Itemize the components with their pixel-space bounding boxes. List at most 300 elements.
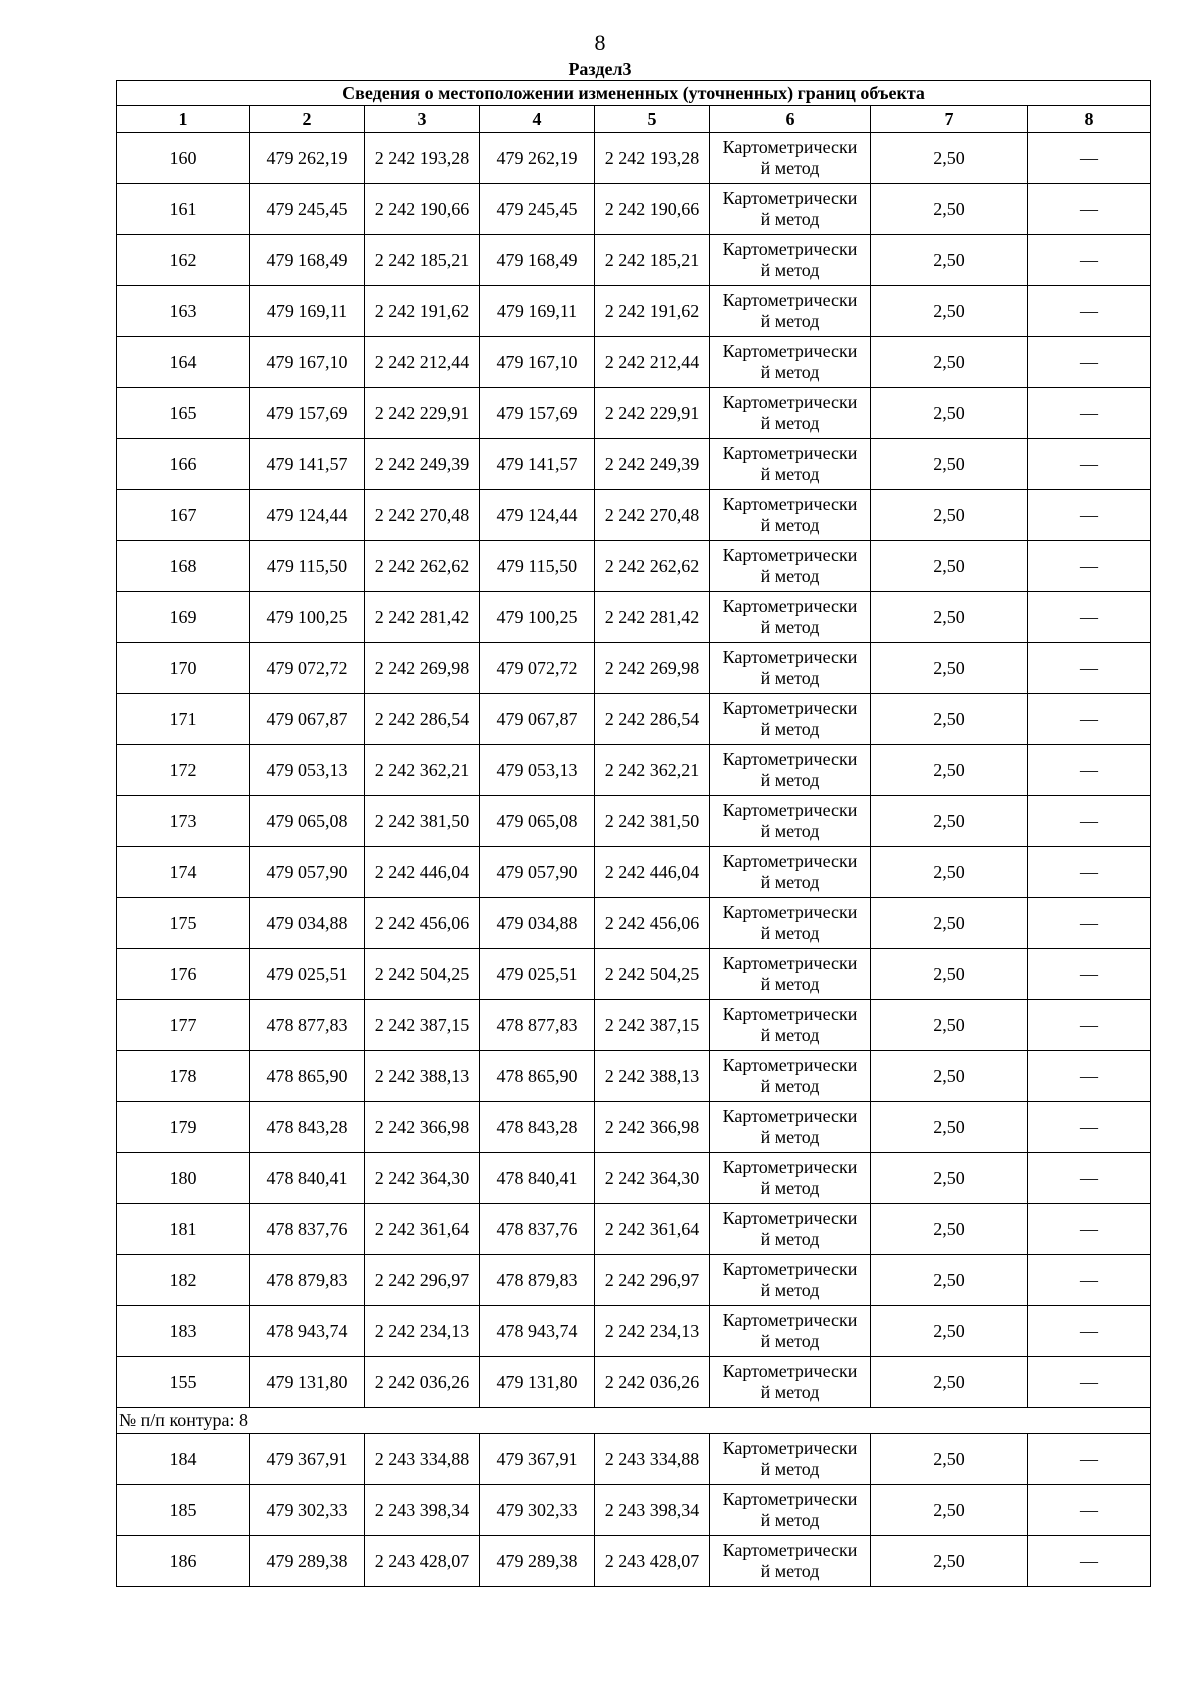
y-coordinate-new-cell: 2 242 446,04 <box>595 847 710 898</box>
table-row <box>117 694 1151 745</box>
x-coordinate-new-cell: 479 072,72 <box>480 643 595 694</box>
table-row <box>117 133 1151 184</box>
point-number-cell: 155 <box>117 1357 250 1408</box>
point-number-cell: 181 <box>117 1204 250 1255</box>
point-number-cell: 162 <box>117 235 250 286</box>
point-number-cell: 171 <box>117 694 250 745</box>
method-cell <box>710 592 871 643</box>
y-coordinate-new-cell: 2 242 281,42 <box>595 592 710 643</box>
method-line-2: й метод <box>760 1229 820 1249</box>
precision-cell: 2,50 <box>871 745 1028 796</box>
y-coordinate-cell: 2 242 234,13 <box>365 1306 480 1357</box>
table-row <box>117 541 1151 592</box>
point-number-cell: 164 <box>117 337 250 388</box>
table-row <box>117 439 1151 490</box>
precision-cell: 2,50 <box>871 847 1028 898</box>
method-line-2: й метод <box>760 515 820 535</box>
x-coordinate-cell: 479 157,69 <box>250 388 365 439</box>
method-line-1: Картометрически <box>722 239 858 259</box>
x-coordinate-new-cell: 478 943,74 <box>480 1306 595 1357</box>
table-row <box>117 643 1151 694</box>
method-cell <box>710 745 871 796</box>
x-coordinate-cell: 479 034,88 <box>250 898 365 949</box>
table-row <box>117 1102 1151 1153</box>
method-line-2: й метод <box>760 770 820 790</box>
y-coordinate-new-cell: 2 242 234,13 <box>595 1306 710 1357</box>
x-coordinate-new-cell: 479 289,38 <box>480 1536 595 1587</box>
method-line-1: Картометрически <box>722 1438 858 1458</box>
table-row <box>117 1485 1151 1536</box>
method-cell <box>710 184 871 235</box>
x-coordinate-cell: 479 168,49 <box>250 235 365 286</box>
x-coordinate-cell: 479 067,87 <box>250 694 365 745</box>
x-coordinate-cell: 479 302,33 <box>250 1485 365 1536</box>
point-number-cell: 184 <box>117 1434 250 1485</box>
method-line-1: Картометрически <box>722 1540 858 1560</box>
method-line-1: Картометрически <box>722 1361 858 1381</box>
y-coordinate-new-cell: 2 242 504,25 <box>595 949 710 1000</box>
method-line-2: й метод <box>760 668 820 688</box>
description-cell: — <box>1028 541 1151 592</box>
method-line-1: Картометрически <box>722 800 858 820</box>
x-coordinate-new-cell: 479 067,87 <box>480 694 595 745</box>
method-cell <box>710 439 871 490</box>
method-line-2: й метод <box>760 1561 820 1581</box>
description-cell: — <box>1028 847 1151 898</box>
method-cell <box>710 898 871 949</box>
point-number-cell: 167 <box>117 490 250 541</box>
x-coordinate-new-cell: 478 877,83 <box>480 1000 595 1051</box>
description-cell: — <box>1028 796 1151 847</box>
method-line-1: Картометрически <box>722 1055 858 1075</box>
point-number-cell: 185 <box>117 1485 250 1536</box>
method-line-2: й метод <box>760 1025 820 1045</box>
table-row <box>117 1153 1151 1204</box>
method-cell <box>710 541 871 592</box>
precision-cell: 2,50 <box>871 1536 1028 1587</box>
method-cell <box>710 643 871 694</box>
table-row <box>117 1306 1151 1357</box>
table-row <box>117 286 1151 337</box>
y-coordinate-new-cell: 2 242 270,48 <box>595 490 710 541</box>
x-coordinate-cell: 479 262,19 <box>250 133 365 184</box>
y-coordinate-cell: 2 242 269,98 <box>365 643 480 694</box>
x-coordinate-cell: 478 879,83 <box>250 1255 365 1306</box>
x-coordinate-new-cell: 479 065,08 <box>480 796 595 847</box>
precision-cell: 2,50 <box>871 1255 1028 1306</box>
table-row <box>117 1434 1151 1485</box>
table-row <box>117 949 1151 1000</box>
method-cell <box>710 1153 871 1204</box>
x-coordinate-cell: 479 065,08 <box>250 796 365 847</box>
y-coordinate-new-cell: 2 242 229,91 <box>595 388 710 439</box>
x-coordinate-cell: 479 124,44 <box>250 490 365 541</box>
x-coordinate-cell: 479 167,10 <box>250 337 365 388</box>
x-coordinate-new-cell: 478 840,41 <box>480 1153 595 1204</box>
method-cell <box>710 337 871 388</box>
method-line-2: й метод <box>760 1382 820 1402</box>
method-line-1: Картометрически <box>722 851 858 871</box>
x-coordinate-new-cell: 478 879,83 <box>480 1255 595 1306</box>
method-line-1: Картометрически <box>722 1310 858 1330</box>
method-line-1: Картометрически <box>722 749 858 769</box>
x-coordinate-cell: 479 245,45 <box>250 184 365 235</box>
method-cell <box>710 796 871 847</box>
description-cell: — <box>1028 949 1151 1000</box>
y-coordinate-cell: 2 242 456,06 <box>365 898 480 949</box>
y-coordinate-cell: 2 242 366,98 <box>365 1102 480 1153</box>
method-cell <box>710 847 871 898</box>
method-cell <box>710 694 871 745</box>
point-number-cell: 169 <box>117 592 250 643</box>
x-coordinate-cell: 478 843,28 <box>250 1102 365 1153</box>
x-coordinate-cell: 478 837,76 <box>250 1204 365 1255</box>
precision-cell: 2,50 <box>871 1051 1028 1102</box>
x-coordinate-new-cell: 479 168,49 <box>480 235 595 286</box>
table-row <box>117 592 1151 643</box>
y-coordinate-new-cell: 2 242 381,50 <box>595 796 710 847</box>
point-number-cell: 161 <box>117 184 250 235</box>
y-coordinate-cell: 2 243 428,07 <box>365 1536 480 1587</box>
precision-cell: 2,50 <box>871 184 1028 235</box>
method-cell <box>710 1255 871 1306</box>
contour-label: № п/п контура: 8 <box>117 1408 1151 1434</box>
x-coordinate-cell: 479 131,80 <box>250 1357 365 1408</box>
method-line-1: Картометрически <box>722 596 858 616</box>
description-cell: — <box>1028 1000 1151 1051</box>
y-coordinate-new-cell: 2 242 269,98 <box>595 643 710 694</box>
y-coordinate-new-cell: 2 242 456,06 <box>595 898 710 949</box>
method-line-2: й метод <box>760 719 820 739</box>
point-number-cell: 175 <box>117 898 250 949</box>
precision-cell: 2,50 <box>871 235 1028 286</box>
x-coordinate-cell: 478 865,90 <box>250 1051 365 1102</box>
method-line-1: Картометрически <box>722 1208 858 1228</box>
y-coordinate-cell: 2 242 388,13 <box>365 1051 480 1102</box>
description-cell: — <box>1028 1051 1151 1102</box>
x-coordinate-new-cell: 479 057,90 <box>480 847 595 898</box>
method-line-2: й метод <box>760 413 820 433</box>
method-cell <box>710 1051 871 1102</box>
y-coordinate-new-cell: 2 242 387,15 <box>595 1000 710 1051</box>
y-coordinate-new-cell: 2 242 362,21 <box>595 745 710 796</box>
description-cell: — <box>1028 1204 1151 1255</box>
method-cell <box>710 949 871 1000</box>
x-coordinate-new-cell: 479 025,51 <box>480 949 595 1000</box>
description-cell: — <box>1028 286 1151 337</box>
table-row <box>117 745 1151 796</box>
method-line-2: й метод <box>760 974 820 994</box>
point-number-cell: 163 <box>117 286 250 337</box>
method-line-1: Картометрически <box>722 494 858 514</box>
method-cell <box>710 286 871 337</box>
x-coordinate-new-cell: 479 115,50 <box>480 541 595 592</box>
method-line-2: й метод <box>760 1331 820 1351</box>
precision-cell: 2,50 <box>871 133 1028 184</box>
description-cell: — <box>1028 439 1151 490</box>
y-coordinate-cell: 2 242 381,50 <box>365 796 480 847</box>
method-cell <box>710 133 871 184</box>
description-cell: — <box>1028 745 1151 796</box>
method-line-2: й метод <box>760 362 820 382</box>
x-coordinate-new-cell: 479 302,33 <box>480 1485 595 1536</box>
y-coordinate-cell: 2 242 446,04 <box>365 847 480 898</box>
column-number: 5 <box>595 106 710 133</box>
description-cell: — <box>1028 1102 1151 1153</box>
y-coordinate-new-cell: 2 242 262,62 <box>595 541 710 592</box>
y-coordinate-new-cell: 2 242 296,97 <box>595 1255 710 1306</box>
y-coordinate-cell: 2 242 361,64 <box>365 1204 480 1255</box>
description-cell: — <box>1028 1357 1151 1408</box>
description-cell: — <box>1028 388 1151 439</box>
method-line-2: й метод <box>760 1459 820 1479</box>
method-line-2: й метод <box>760 1076 820 1096</box>
y-coordinate-new-cell: 2 243 428,07 <box>595 1536 710 1587</box>
precision-cell: 2,50 <box>871 1485 1028 1536</box>
y-coordinate-cell: 2 242 036,26 <box>365 1357 480 1408</box>
method-line-1: Картометрически <box>722 137 858 157</box>
description-cell: — <box>1028 133 1151 184</box>
point-number-cell: 160 <box>117 133 250 184</box>
y-coordinate-new-cell: 2 242 361,64 <box>595 1204 710 1255</box>
table-row <box>117 1204 1151 1255</box>
precision-cell: 2,50 <box>871 1000 1028 1051</box>
x-coordinate-new-cell: 478 843,28 <box>480 1102 595 1153</box>
table-row <box>117 796 1151 847</box>
x-coordinate-new-cell: 479 034,88 <box>480 898 595 949</box>
column-number: 7 <box>871 106 1028 133</box>
x-coordinate-cell: 479 100,25 <box>250 592 365 643</box>
y-coordinate-cell: 2 242 185,21 <box>365 235 480 286</box>
x-coordinate-new-cell: 479 245,45 <box>480 184 595 235</box>
x-coordinate-cell: 479 025,51 <box>250 949 365 1000</box>
precision-cell: 2,50 <box>871 1357 1028 1408</box>
point-number-cell: 186 <box>117 1536 250 1587</box>
point-number-cell: 168 <box>117 541 250 592</box>
table-row <box>117 490 1151 541</box>
method-line-2: й метод <box>760 1280 820 1300</box>
description-cell: — <box>1028 1485 1151 1536</box>
x-coordinate-cell: 479 115,50 <box>250 541 365 592</box>
description-cell: — <box>1028 1306 1151 1357</box>
y-coordinate-cell: 2 243 334,88 <box>365 1434 480 1485</box>
y-coordinate-new-cell: 2 242 249,39 <box>595 439 710 490</box>
table-row <box>117 1536 1151 1587</box>
description-cell: — <box>1028 592 1151 643</box>
y-coordinate-new-cell: 2 242 193,28 <box>595 133 710 184</box>
description-cell: — <box>1028 898 1151 949</box>
precision-cell: 2,50 <box>871 1434 1028 1485</box>
column-number: 6 <box>710 106 871 133</box>
y-coordinate-new-cell: 2 243 334,88 <box>595 1434 710 1485</box>
method-line-1: Картометрически <box>722 1489 858 1509</box>
y-coordinate-new-cell: 2 243 398,34 <box>595 1485 710 1536</box>
method-line-2: й метод <box>760 617 820 637</box>
method-line-2: й метод <box>760 821 820 841</box>
description-cell: — <box>1028 694 1151 745</box>
table-row <box>117 235 1151 286</box>
method-cell <box>710 490 871 541</box>
y-coordinate-new-cell: 2 242 388,13 <box>595 1051 710 1102</box>
point-number-cell: 165 <box>117 388 250 439</box>
method-line-1: Картометрически <box>722 545 858 565</box>
precision-cell: 2,50 <box>871 490 1028 541</box>
column-number: 2 <box>250 106 365 133</box>
method-cell <box>710 388 871 439</box>
y-coordinate-cell: 2 242 364,30 <box>365 1153 480 1204</box>
precision-cell: 2,50 <box>871 949 1028 1000</box>
table-row <box>117 184 1151 235</box>
x-coordinate-new-cell: 479 053,13 <box>480 745 595 796</box>
column-number: 8 <box>1028 106 1151 133</box>
method-line-1: Картометрически <box>722 647 858 667</box>
column-number: 1 <box>117 106 250 133</box>
precision-cell: 2,50 <box>871 1306 1028 1357</box>
x-coordinate-new-cell: 479 169,11 <box>480 286 595 337</box>
method-cell <box>710 235 871 286</box>
x-coordinate-cell: 478 877,83 <box>250 1000 365 1051</box>
section-title: Раздел3 <box>568 59 632 79</box>
point-number-cell: 180 <box>117 1153 250 1204</box>
y-coordinate-cell: 2 242 191,62 <box>365 286 480 337</box>
method-cell <box>710 1357 871 1408</box>
description-cell: — <box>1028 1255 1151 1306</box>
table-row <box>117 1255 1151 1306</box>
y-coordinate-cell: 2 242 296,97 <box>365 1255 480 1306</box>
method-line-2: й метод <box>760 311 820 331</box>
method-line-2: й метод <box>760 1127 820 1147</box>
point-number-cell: 173 <box>117 796 250 847</box>
y-coordinate-new-cell: 2 242 364,30 <box>595 1153 710 1204</box>
description-cell: — <box>1028 1434 1151 1485</box>
y-coordinate-cell: 2 242 362,21 <box>365 745 480 796</box>
precision-cell: 2,50 <box>871 1204 1028 1255</box>
x-coordinate-new-cell: 479 167,10 <box>480 337 595 388</box>
method-line-1: Картометрически <box>722 902 858 922</box>
point-number-cell: 178 <box>117 1051 250 1102</box>
point-number-cell: 177 <box>117 1000 250 1051</box>
method-line-2: й метод <box>760 260 820 280</box>
method-line-2: й метод <box>760 872 820 892</box>
precision-cell: 2,50 <box>871 796 1028 847</box>
x-coordinate-new-cell: 479 100,25 <box>480 592 595 643</box>
x-coordinate-cell: 479 169,11 <box>250 286 365 337</box>
x-coordinate-cell: 479 289,38 <box>250 1536 365 1587</box>
page-number: 8 <box>594 30 606 55</box>
precision-cell: 2,50 <box>871 286 1028 337</box>
y-coordinate-cell: 2 242 286,54 <box>365 694 480 745</box>
column-number-row <box>117 106 1151 133</box>
method-line-2: й метод <box>760 464 820 484</box>
method-cell <box>710 1485 871 1536</box>
method-line-2: й метод <box>760 1178 820 1198</box>
table-caption-row <box>117 81 1151 106</box>
description-cell: — <box>1028 1536 1151 1587</box>
precision-cell: 2,50 <box>871 439 1028 490</box>
point-number-cell: 172 <box>117 745 250 796</box>
y-coordinate-new-cell: 2 242 212,44 <box>595 337 710 388</box>
method-line-1: Картометрически <box>722 698 858 718</box>
method-line-1: Картометрически <box>722 1259 858 1279</box>
y-coordinate-cell: 2 242 212,44 <box>365 337 480 388</box>
x-coordinate-new-cell: 479 141,57 <box>480 439 595 490</box>
x-coordinate-new-cell: 479 262,19 <box>480 133 595 184</box>
table-row <box>117 847 1151 898</box>
table-body <box>117 133 1151 1587</box>
x-coordinate-new-cell: 479 124,44 <box>480 490 595 541</box>
method-cell <box>710 1204 871 1255</box>
method-line-1: Картометрически <box>722 341 858 361</box>
method-line-2: й метод <box>760 923 820 943</box>
method-line-1: Картометрически <box>722 392 858 412</box>
y-coordinate-cell: 2 242 249,39 <box>365 439 480 490</box>
precision-cell: 2,50 <box>871 592 1028 643</box>
x-coordinate-cell: 478 840,41 <box>250 1153 365 1204</box>
precision-cell: 2,50 <box>871 541 1028 592</box>
description-cell: — <box>1028 643 1151 694</box>
y-coordinate-new-cell: 2 242 191,62 <box>595 286 710 337</box>
method-line-1: Картометрически <box>722 188 858 208</box>
table-row <box>117 337 1151 388</box>
table-caption: Сведения о местоположении измененных (уточненных) границ объекта <box>117 81 1151 106</box>
description-cell: — <box>1028 184 1151 235</box>
method-line-1: Картометрически <box>722 443 858 463</box>
description-cell: — <box>1028 235 1151 286</box>
x-coordinate-cell: 479 141,57 <box>250 439 365 490</box>
precision-cell: 2,50 <box>871 337 1028 388</box>
method-cell <box>710 1000 871 1051</box>
table-row <box>117 1357 1151 1408</box>
x-coordinate-new-cell: 479 157,69 <box>480 388 595 439</box>
x-coordinate-cell: 479 053,13 <box>250 745 365 796</box>
precision-cell: 2,50 <box>871 1102 1028 1153</box>
precision-cell: 2,50 <box>871 388 1028 439</box>
y-coordinate-cell: 2 242 387,15 <box>365 1000 480 1051</box>
column-number: 3 <box>365 106 480 133</box>
method-cell <box>710 1102 871 1153</box>
y-coordinate-cell: 2 242 504,25 <box>365 949 480 1000</box>
x-coordinate-new-cell: 479 131,80 <box>480 1357 595 1408</box>
method-line-2: й метод <box>760 1510 820 1530</box>
column-number: 4 <box>480 106 595 133</box>
point-number-cell: 174 <box>117 847 250 898</box>
y-coordinate-new-cell: 2 242 286,54 <box>595 694 710 745</box>
precision-cell: 2,50 <box>871 643 1028 694</box>
y-coordinate-cell: 2 242 190,66 <box>365 184 480 235</box>
y-coordinate-new-cell: 2 242 366,98 <box>595 1102 710 1153</box>
y-coordinate-cell: 2 242 229,91 <box>365 388 480 439</box>
y-coordinate-new-cell: 2 242 036,26 <box>595 1357 710 1408</box>
y-coordinate-cell: 2 242 262,62 <box>365 541 480 592</box>
method-cell <box>710 1536 871 1587</box>
method-cell <box>710 1434 871 1485</box>
method-line-1: Картометрически <box>722 290 858 310</box>
x-coordinate-cell: 479 057,90 <box>250 847 365 898</box>
y-coordinate-cell: 2 243 398,34 <box>365 1485 480 1536</box>
point-number-cell: 166 <box>117 439 250 490</box>
y-coordinate-new-cell: 2 242 190,66 <box>595 184 710 235</box>
x-coordinate-cell: 478 943,74 <box>250 1306 365 1357</box>
x-coordinate-cell: 479 072,72 <box>250 643 365 694</box>
method-cell <box>710 1306 871 1357</box>
y-coordinate-cell: 2 242 281,42 <box>365 592 480 643</box>
y-coordinate-cell: 2 242 193,28 <box>365 133 480 184</box>
description-cell: — <box>1028 490 1151 541</box>
method-line-1: Картометрически <box>722 1004 858 1024</box>
contour-row <box>117 1408 1151 1434</box>
method-line-1: Картометрически <box>722 953 858 973</box>
point-number-cell: 183 <box>117 1306 250 1357</box>
